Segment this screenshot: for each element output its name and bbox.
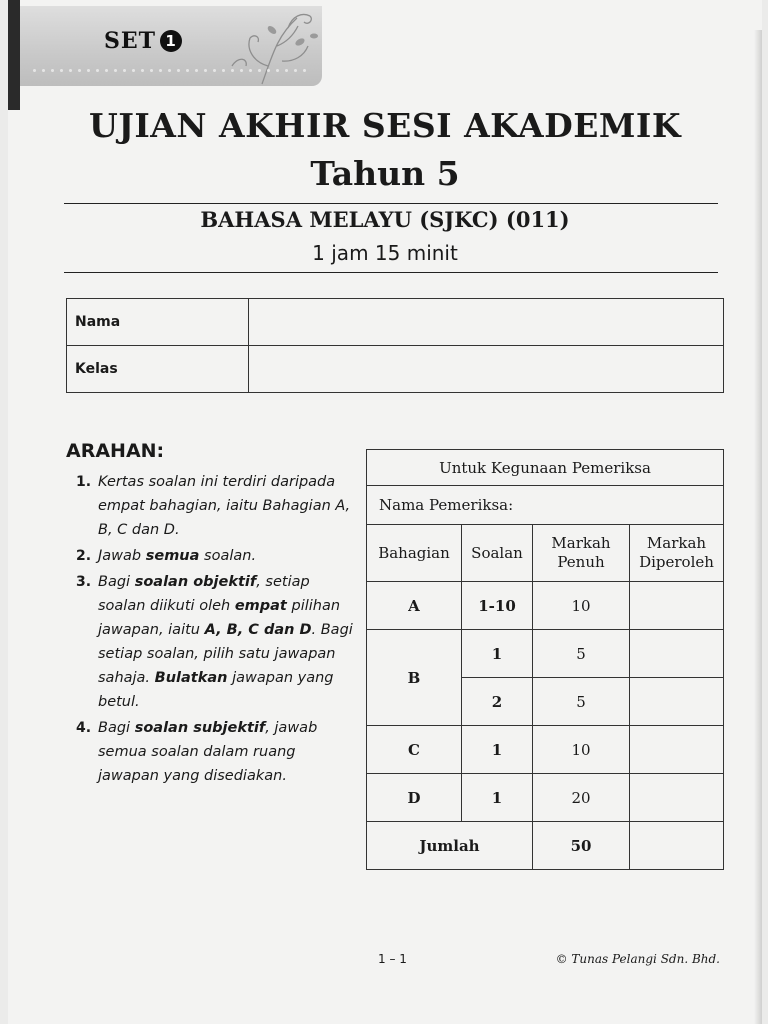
instruction-text: empat [234,598,287,614]
column-header-question: Soalan [462,525,533,582]
marks-obtained-cell[interactable] [630,774,724,822]
student-class-row [67,346,724,393]
marks-obtained-cell[interactable] [630,726,724,774]
section-cell: D [367,774,462,822]
name-field[interactable] [249,299,724,346]
section-cell: B [367,630,462,726]
exam-subject: BAHASA MELAYU (SJKC) (011) [200,207,570,232]
instruction-text: Kertas soalan ini terdiri daripada empat bahagian, iaitu Bahagian A, B, C dan D. [98,474,351,538]
question-cell: 1 [462,774,533,822]
total-row [367,822,724,870]
instruction-number: 1. [76,474,92,490]
total-label: Jumlah [367,822,533,870]
instruction-text: Bulatkan [154,670,228,686]
question-cell: 1 [462,726,533,774]
student-info-table [66,298,724,393]
instruction-text: Bagi [98,720,135,736]
section-cell: A [367,582,462,630]
instruction-text: semua [145,548,200,564]
exam-title: UJIAN AKHIR SESI AKADEMIK [88,106,682,145]
class-field[interactable] [249,346,724,393]
instruction-item [66,716,356,788]
instruction-item [66,544,356,568]
instruction-item [66,570,356,714]
instruction-number: 3. [76,574,92,590]
exam-cover-page [8,0,762,1024]
instructions-list [66,470,356,790]
full-marks-cell: 5 [533,630,630,678]
instruction-text: , setiap soalan diikuti oleh [98,574,310,614]
table-row [367,774,724,822]
table-row [367,726,724,774]
marks-obtained-cell[interactable] [630,678,724,726]
question-cell: 2 [462,678,533,726]
instruction-text: jawapan yang betul. [98,670,334,710]
instruction-text: A, B, C dan D [204,622,312,638]
section-cell: C [367,726,462,774]
set-banner [20,6,322,86]
instruction-text: soalan subjektif [134,720,266,736]
student-name-row [67,299,724,346]
set-label-text: SET [104,28,157,54]
column-header-full-marks: Markah Penuh [533,525,630,582]
name-label: Nama [67,299,249,346]
set-label [104,28,182,54]
instruction-text: Jawab [98,548,146,564]
banner-dot-pattern [30,66,312,76]
instructions-heading: ARAHAN: [66,440,165,462]
instruction-number: 4. [76,720,92,736]
full-marks-cell: 20 [533,774,630,822]
table-row [367,582,724,630]
full-marks-cell: 10 [533,726,630,774]
instruction-item [66,470,356,542]
table-row [367,630,724,678]
class-label: Kelas [67,346,249,393]
binding-edge [8,0,20,110]
question-cell: 1 [462,630,533,678]
total-value: 50 [533,822,630,870]
instruction-text: soalan. [199,548,257,564]
instruction-text: pilihan jawapan, iaitu [98,598,341,638]
instruction-text: . Bagi setiap soalan, pilih satu jawapan sahaja. [98,622,353,686]
divider [64,272,718,273]
column-header-section: Bahagian [367,525,462,582]
page-number: 1 – 1 [378,952,407,966]
question-cell: 1-10 [462,582,533,630]
examiner-table-title: Untuk Kegunaan Pemeriksa [367,450,724,486]
examiner-table [366,449,724,870]
instruction-number: 2. [76,548,92,564]
instruction-text: , jawab semua soalan dalam ruang jawapan yang disediakan. [98,720,318,784]
copyright-notice: © Tunas Pelangi Sdn. Bhd. [555,952,720,966]
instruction-text: Bagi [98,574,135,590]
examiner-name-label: Nama Pemeriksa: [367,486,724,525]
full-marks-cell: 5 [533,678,630,726]
exam-duration: 1 jam 15 minit [312,241,458,265]
marks-obtained-cell[interactable] [630,582,724,630]
full-marks-cell: 10 [533,582,630,630]
exam-year: Tahun 5 [310,154,460,193]
set-number-badge: 1 [160,30,182,52]
column-header-marks-obtained: Markah Diperoleh [630,525,724,582]
instruction-text: soalan objektif [134,574,257,590]
total-obtained-cell[interactable] [630,822,724,870]
marks-obtained-cell[interactable] [630,630,724,678]
divider [64,203,718,204]
